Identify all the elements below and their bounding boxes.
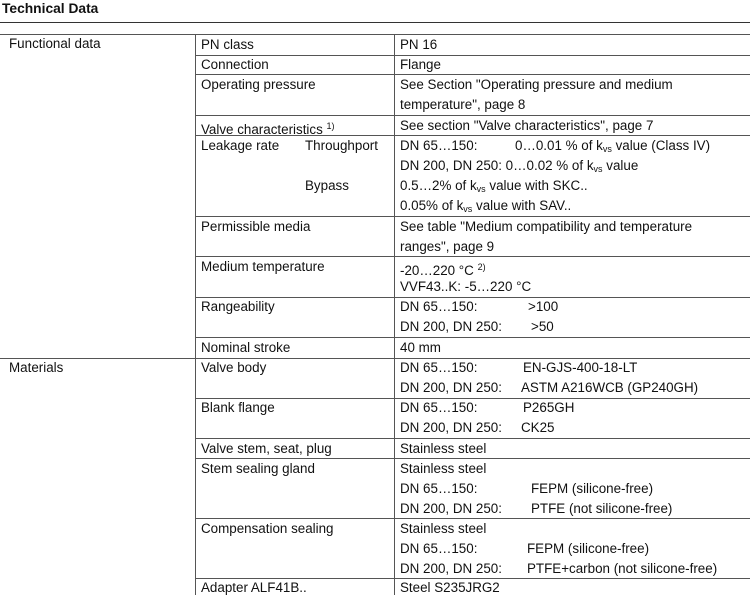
section-title: Technical Data <box>2 1 99 16</box>
stem-sealing-1-label: DN 65…150: <box>400 481 478 496</box>
valve-body-1-value: EN-GJS-400-18-LT <box>523 360 638 375</box>
label-permissible-media: Permissible media <box>201 219 311 234</box>
compensation-sealing-1-value: FEPM (silicone-free) <box>527 541 650 556</box>
value-compensation-sealing: Stainless steel <box>400 521 487 536</box>
label-blank-flange: Blank flange <box>201 400 275 415</box>
label-pn-class: PN class <box>201 37 254 52</box>
value-medium-temperature-2: VVF43..K: -5…220 °C <box>400 279 532 294</box>
label-valve-characteristics: Valve characteristics <box>201 122 323 137</box>
category-materials: Materials <box>9 360 64 375</box>
leakage-through-1-sub: vs <box>602 144 612 154</box>
value-adapter: Steel S235JRG2 <box>400 580 500 595</box>
label-nominal-stroke: Nominal stroke <box>201 340 291 355</box>
category-functional-data: Functional data <box>9 36 101 51</box>
value-pn-class: PN 16 <box>400 37 438 52</box>
sublabel-throughport: Throughport <box>305 138 378 153</box>
leakage-bypass-1-suffix: value with SKC.. <box>485 178 588 193</box>
valve-body-2-value: ASTM A216WCB (GP240GH) <box>521 380 699 395</box>
leakage-bypass-1-sub: vs <box>476 184 486 194</box>
title-divider <box>0 22 750 23</box>
compensation-sealing-2-value: PTFE+carbon (not silicone-free) <box>527 561 718 576</box>
label-adapter: Adapter ALF41B.. <box>201 580 307 595</box>
leakage-through-1-prefix: DN 65…150: <box>400 138 478 153</box>
rangeability-2-value: >50 <box>531 319 554 334</box>
label-valve-body: Valve body <box>201 360 267 375</box>
stem-sealing-1-value: FEPM (silicone-free) <box>531 481 654 496</box>
leakage-through-2-suffix: value <box>602 158 639 173</box>
blank-flange-1-value: P265GH <box>523 400 575 415</box>
value-permissible-media-line2: ranges", page 9 <box>400 239 495 254</box>
value-operating-pressure-line1: See Section "Operating pressure and medium <box>400 77 673 92</box>
rangeability-2-label: DN 200, DN 250: <box>400 319 502 334</box>
label-valve-stem: Valve stem, seat, plug <box>201 441 332 456</box>
leakage-bypass-2-sub: vs <box>463 204 473 214</box>
row-divider <box>195 55 750 56</box>
compensation-sealing-1-label: DN 65…150: <box>400 541 478 556</box>
value-valve-stem: Stainless steel <box>400 441 487 456</box>
leakage-through-2-sub: vs <box>593 164 603 174</box>
leakage-bypass-2-value: 0.05% of k <box>400 198 464 213</box>
value-medium-temperature-1: -20…220 °C <box>400 263 474 278</box>
blank-flange-2-label: DN 200, DN 250: <box>400 420 502 435</box>
row-divider <box>0 358 750 359</box>
label-stem-sealing-gland: Stem sealing gland <box>201 461 315 476</box>
leakage-bypass-1-value: 0.5…2% of k <box>400 178 477 193</box>
row-divider <box>0 34 750 35</box>
leakage-through-2-value: DN 200, DN 250: 0…0.02 % of k <box>400 158 594 173</box>
valve-body-2-label: DN 200, DN 250: <box>400 380 502 395</box>
compensation-sealing-2-label: DN 200, DN 250: <box>400 561 502 576</box>
value-operating-pressure-line2: temperature", page 8 <box>400 97 526 112</box>
footnote-marker: 2) <box>477 262 486 272</box>
rangeability-1-value: >100 <box>528 299 559 314</box>
leakage-bypass-2-suffix: value with SAV.. <box>472 198 572 213</box>
label-medium-temperature: Medium temperature <box>201 259 325 274</box>
label-rangeability: Rangeability <box>201 299 275 314</box>
stem-sealing-2-label: DN 200, DN 250: <box>400 501 502 516</box>
blank-flange-1-label: DN 65…150: <box>400 400 478 415</box>
stem-sealing-2-value: PTFE (not silicone-free) <box>531 501 673 516</box>
value-nominal-stroke: 40 mm <box>400 340 441 355</box>
footnote-marker: 1) <box>326 121 335 131</box>
value-connection: Flange <box>400 57 441 72</box>
leakage-through-1-value: 0…0.01 % of k <box>515 138 603 153</box>
label-operating-pressure: Operating pressure <box>201 77 316 92</box>
leakage-through-1-suffix: value (Class IV) <box>611 138 711 153</box>
column-divider-right <box>394 34 395 595</box>
sublabel-bypass: Bypass <box>305 178 349 193</box>
rangeability-1-label: DN 65…150: <box>400 299 478 314</box>
label-connection: Connection <box>201 57 269 72</box>
label-compensation-sealing: Compensation sealing <box>201 521 334 536</box>
valve-body-1-label: DN 65…150: <box>400 360 478 375</box>
column-divider-left <box>195 34 196 595</box>
blank-flange-2-value: CK25 <box>521 420 555 435</box>
value-stem-sealing: Stainless steel <box>400 461 487 476</box>
value-valve-characteristics: See section "Valve characteristics", page 7 <box>400 118 654 133</box>
label-leakage-rate: Leakage rate <box>201 138 280 153</box>
value-permissible-media-line1: See table "Medium compatibility and temperature <box>400 219 693 234</box>
